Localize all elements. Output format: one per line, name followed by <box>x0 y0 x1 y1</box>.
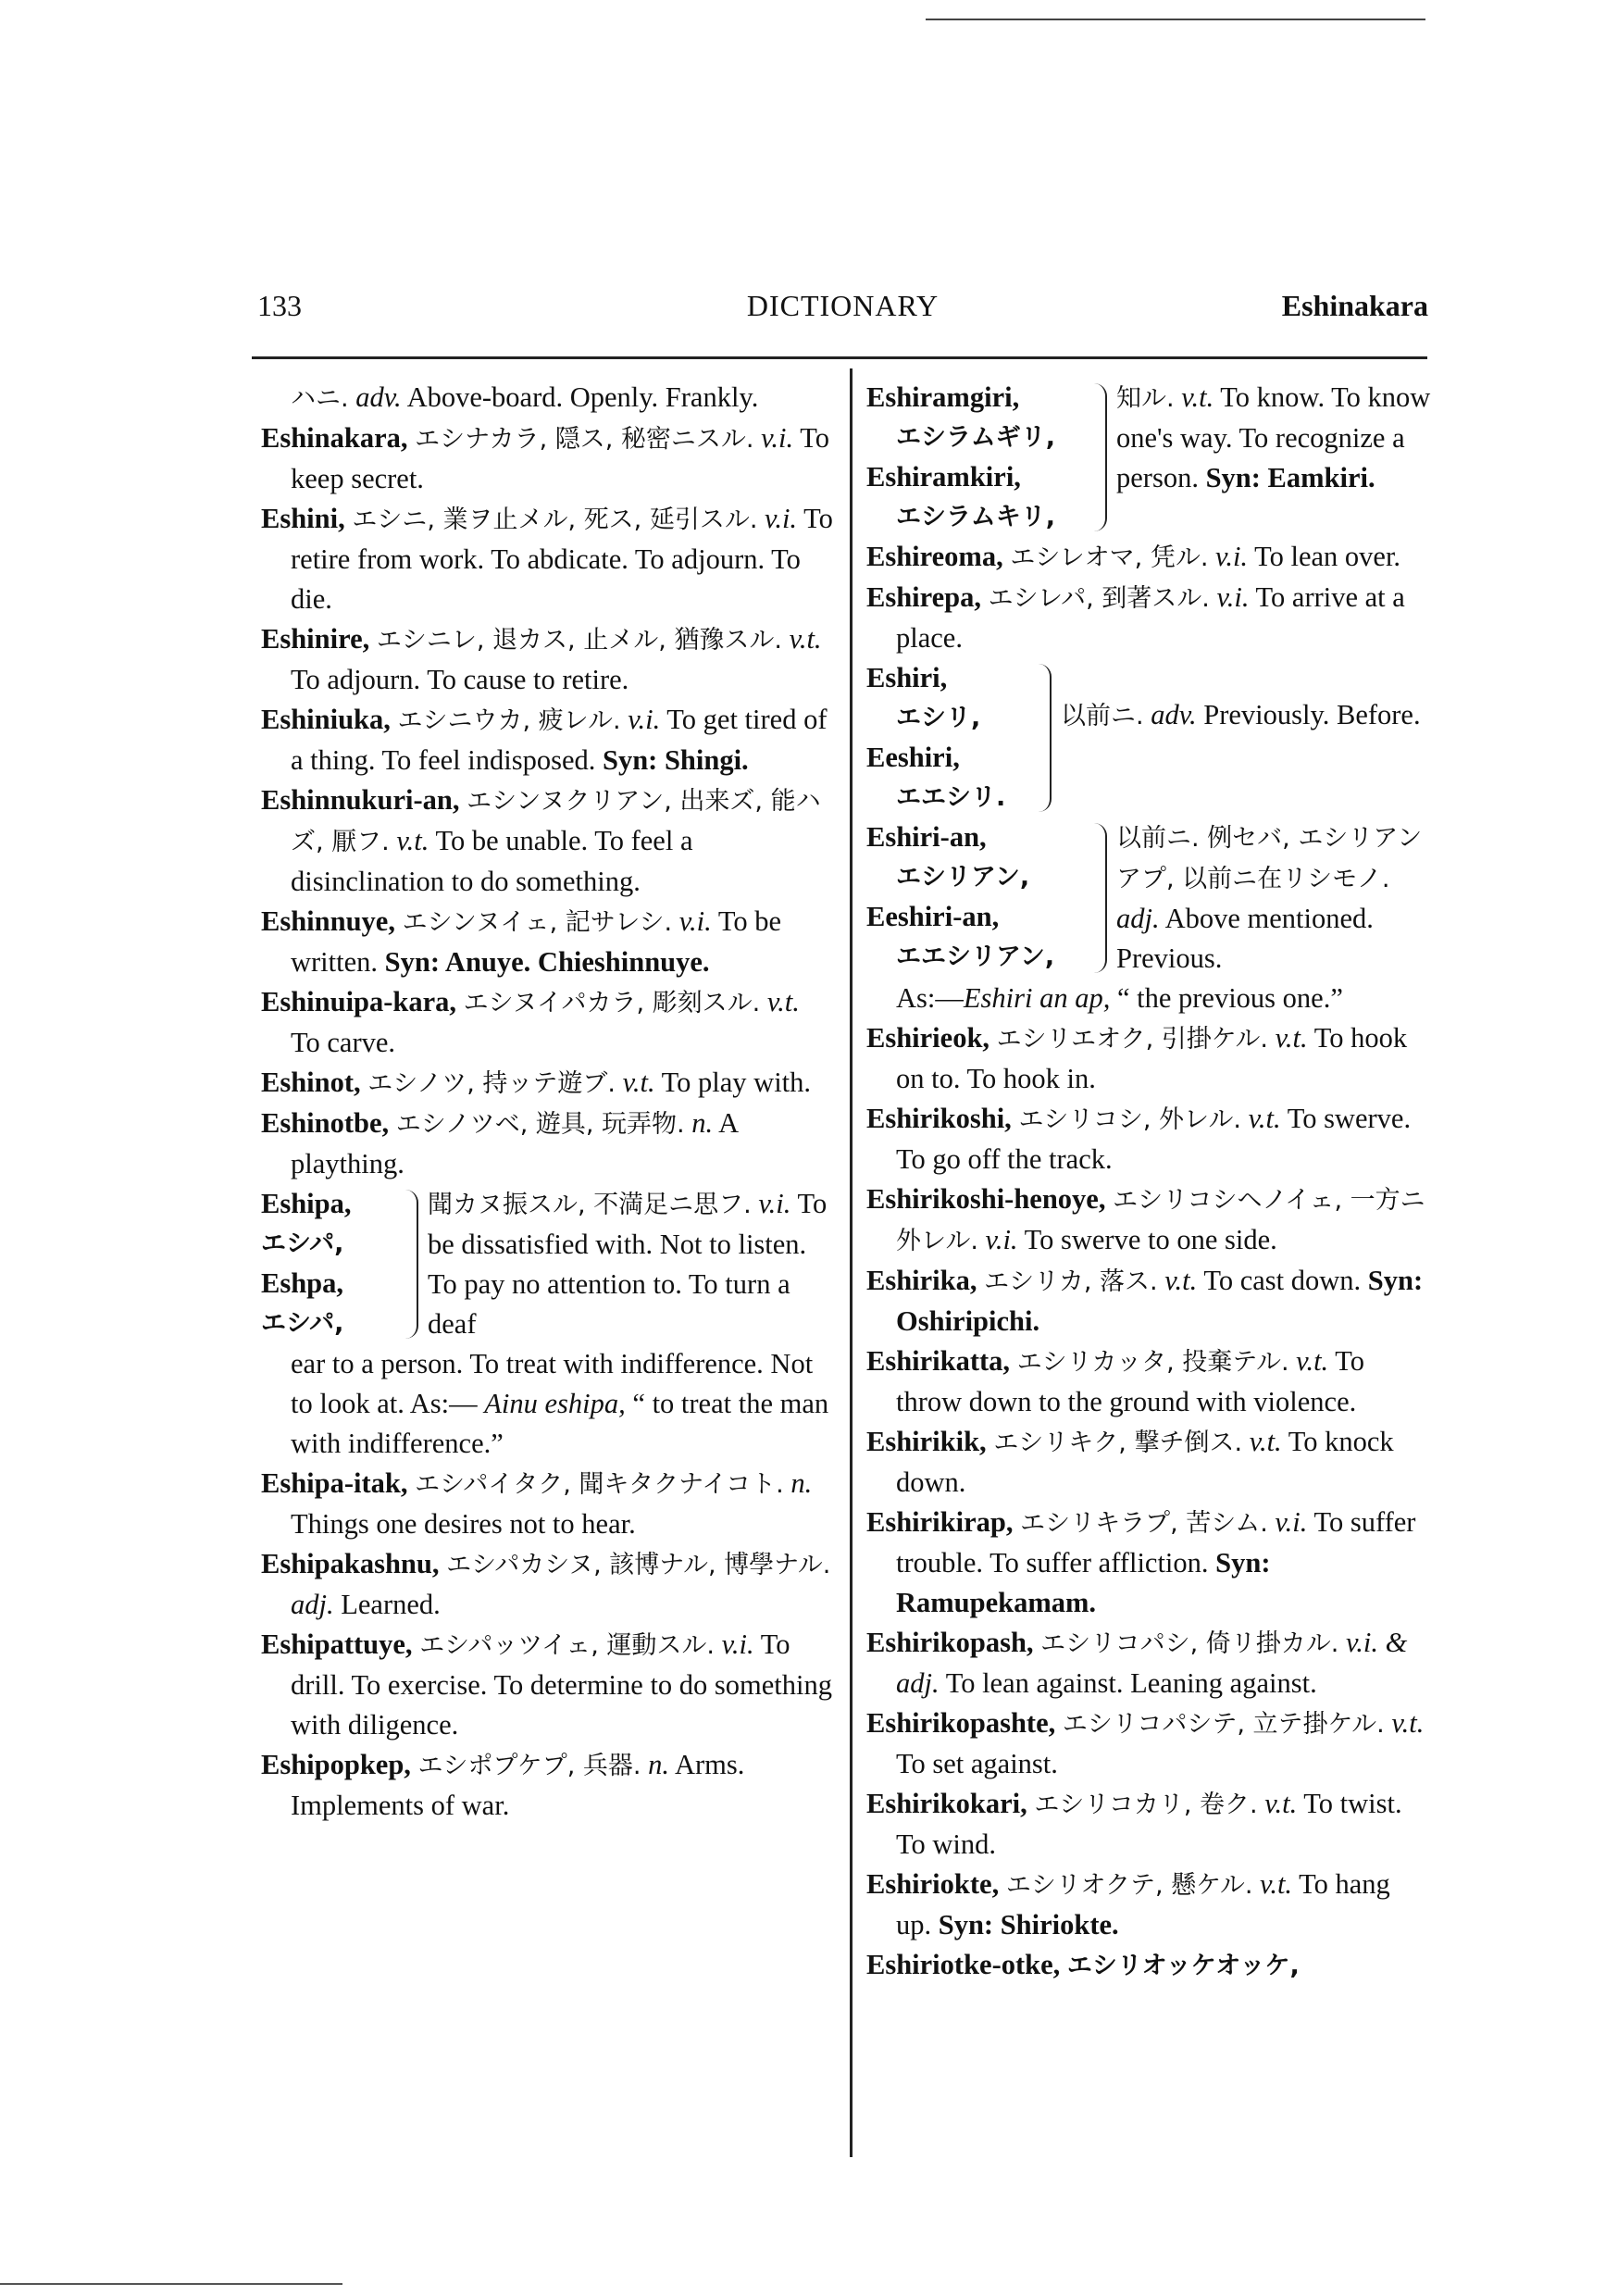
headword: Eshiramkiri, <box>866 461 1021 493</box>
running-title: DICTIONARY <box>746 289 940 322</box>
entry-continuation: ハニ. adv. Above-board. Openly. Frankly. <box>291 381 759 413</box>
headword: Eshinuipa-kara, <box>261 986 457 1017</box>
entry-eshipattuye: Eshipattuye, エシパッツイェ, 運動スル. v.i. To drill. To exercise. To determine to do something with diligence. <box>261 1628 832 1741</box>
page-number: 133 <box>257 289 302 322</box>
brace <box>1089 823 1107 973</box>
headword: Eeshiri, <box>866 742 960 773</box>
right-column <box>866 378 1431 1986</box>
headword: Eshinot, <box>261 1067 361 1098</box>
entry-eshirikopash: Eshirikopash, エシリコパシ, 倚リ掛カル. v.i. & adj. To lean against. Leaning against. <box>866 1627 1408 1699</box>
entry-eshipa-group: Eshipa, エシパ, Eshpa, エシパ, 聞カヌ振スル, 不満足ニ思フ. v.i. To be dissatisfied with. Not to listen. To pay no attention to. To turn a deaf <box>261 1184 835 1344</box>
headword: Eshinire, <box>261 623 370 655</box>
entry-eshiriokte: Eshiriokte, エシリオクテ, 懸ケル. v.t. To hang up. Syn: Shiriokte. <box>866 1868 1390 1940</box>
brace <box>1033 664 1052 812</box>
headword: Eshinnuye, <box>261 905 395 937</box>
headword: Eshirepa, <box>866 581 982 613</box>
entry-eshinotbe: Eshinotbe, エシノツベ, 遊具, 玩弄物. n. A plaything. <box>261 1107 738 1179</box>
headword: Eshinotbe, <box>261 1107 390 1139</box>
synonym: Syn: Oshiripichi. <box>896 1265 1424 1337</box>
entry-eshipa-continued: ear to a person. To treat with indifference. Not to look at. As:— Ainu eshipa, “ to treat the man with indifference.” <box>291 1348 829 1459</box>
synonym: Syn: Shiriokte. <box>938 1909 1119 1940</box>
entry-eshiriotke-otke: Eshiriotke-otke, エシリオッケオッケ, <box>866 1949 1300 1980</box>
headword: Eshiri, <box>866 662 948 693</box>
entry-eshirikirap: Eshirikirap, エシリキラプ, 苦シム. v.i. To suffer trouble. To suffer affliction. Syn: Ramupekamam. <box>866 1506 1416 1618</box>
headword: Eshirikik, <box>866 1426 987 1457</box>
entry-eshinuipa-kara: Eshinuipa-kara, エシヌイパカラ, 彫刻スル. v.t. To carve. <box>261 986 800 1058</box>
entry-eshinot: Eshinot, エシノツ, 持ッテ遊ブ. v.t. To play with. <box>261 1067 812 1098</box>
entry-eshiri-an-continued: As:—Eshiri an ap, “ the previous one.” <box>896 982 1343 1014</box>
synonym: Syn: Eamkiri. <box>1205 462 1375 493</box>
entry-eshirikoshi: Eshirikoshi, エシリコシ, 外レル. v.t. To swerve. To go off the track. <box>866 1103 1412 1175</box>
synonym: Syn: Ramupekamam. <box>896 1547 1271 1618</box>
headword: Eshini, <box>261 503 345 534</box>
header-rule <box>252 356 1427 359</box>
brace <box>400 1190 418 1339</box>
entry-eshiri-group: Eshiri, エシリ, Eeshiri, エエシリ. 以前ニ. adv. Previously. Before. <box>866 658 1431 817</box>
headword: Eshipa, <box>261 1188 352 1219</box>
entry-eshinakara: Eshinakara, エシナカラ, 隠ス, 秘密ニスル. v.i. To keep secret. <box>261 422 829 494</box>
brace <box>1089 383 1107 531</box>
headword: Eshirikirap, <box>866 1506 1014 1538</box>
column-divider <box>850 368 853 2157</box>
headword: Eshirikoshi-henoye, <box>866 1183 1106 1215</box>
entry-eshipa-itak: Eshipa-itak, エシパイタク, 聞キタクナイコト. n. Things one desires not to hear. <box>261 1467 813 1540</box>
entry-eshirepa: Eshirepa, エシレパ, 到著スル. v.i. To arrive at a place. <box>866 581 1405 654</box>
headword: Eshiramgiri, <box>866 381 1020 413</box>
entry-eshini: Eshini, エシニ, 業ヲ止メル, 死ス, 延引スル. v.i. To retire from work. To abdicate. To adjourn. To die. <box>261 503 833 615</box>
entry-eshirikopashte: Eshirikopashte, エシリコパシテ, 立テ掛ケル. v.t. To set against. <box>866 1707 1425 1779</box>
entry-eshirikatta: Eshirikatta, エシリカッタ, 投棄テル. v.t. To throw down to the ground with violence. <box>866 1345 1365 1417</box>
entry-eshiniuka: Eshiniuka, エシニウカ, 疲レル. v.i. To get tired of a thing. To feel indisposed. Syn: Shingi. <box>261 704 828 776</box>
synonym: Syn: Shingi. <box>603 744 749 776</box>
headword: Eshiniuka, <box>261 704 391 735</box>
entry-eshirikokari: Eshirikokari, エシリコカリ, 卷ク. v.t. To twist. To wind. <box>866 1788 1402 1860</box>
left-column <box>261 378 835 1826</box>
entry-eshireoma: Eshireoma, エシレオマ, 凭ル. v.i. To lean over. <box>866 541 1401 572</box>
entry-eshirikik: Eshirikik, エシリキク, 撃チ倒ス. v.t. To knock down. <box>866 1426 1394 1498</box>
headword: Eeshiri-an, <box>866 901 1000 932</box>
headword: Eshiri-an, <box>866 821 987 853</box>
synonym: Syn: Anuye. Chieshinnuye. <box>384 946 710 978</box>
headword: Eshirikokari, <box>866 1788 1027 1819</box>
entry-eshinire: Eshinire, エシニレ, 退カス, 止メル, 猶豫スル. v.t. To adjourn. To cause to retire. <box>261 623 822 695</box>
headword: Eshirikopashte, <box>866 1707 1056 1739</box>
headword: Eshipakashnu, <box>261 1548 440 1579</box>
page-header <box>257 289 1428 333</box>
entry-eshipopkep: Eshipopkep, エシポプケプ, 兵器. n. Arms. Implements of war. <box>261 1749 745 1821</box>
top-rule <box>926 19 1425 20</box>
headword: Eshiriotke-otke, <box>866 1949 1061 1980</box>
entry-eshipakashnu: Eshipakashnu, エシパカシヌ, 該博ナル, 博學ナル. adj. Learned. <box>261 1548 831 1620</box>
headword: Eshipattuye, <box>261 1628 413 1660</box>
headword: Eshirikoshi, <box>866 1103 1012 1134</box>
headword: Eshirikopash, <box>866 1627 1034 1658</box>
entry-eshiri-an-group: Eshiri-an, エシリアン, Eeshiri-an, エエシリアン, 以前ニ. 例セバ, エシリアンアプ, 以前ニ在リシモノ. adj. Above mentioned. Previous. <box>866 817 1431 979</box>
headword: Eshirikatta, <box>866 1345 1011 1377</box>
headword: Eshinakara, <box>261 422 408 454</box>
bottom-rule <box>0 2283 342 2285</box>
entry-eshinnukuri-an: Eshinnukuri-an, エシンヌクリアン, 出来ズ, 能ハズ, 厭フ. v.t. To be unable. To feel a disinclination to do something. <box>261 784 821 897</box>
headword: Eshireoma, <box>866 541 1003 572</box>
entry-eshirika: Eshirika, エシリカ, 落ス. v.t. To cast down. Syn: Oshiripichi. <box>866 1265 1424 1337</box>
entry-eshirieok: Eshirieok, エシリエオク, 引掛ケル. v.t. To hook on to. To hook in. <box>866 1022 1408 1094</box>
guide-word: Eshinakara <box>1281 289 1428 322</box>
headword: Eshirika, <box>866 1265 977 1296</box>
headword: Eshipa-itak, <box>261 1467 408 1499</box>
headword: Eshipopkep, <box>261 1749 411 1780</box>
headword: Eshpa, <box>261 1267 344 1299</box>
entry-eshiramgiri-group: Eshiramgiri, エシラムギリ, Eshiramkiri, エシラムキリ, 知ル. v.t. To know. To know one's way. To recognize a person. Syn: Eamkiri. <box>866 378 1431 537</box>
headword: Eshinnukuri-an, <box>261 784 460 816</box>
headword: Eshiriokte, <box>866 1868 1000 1900</box>
entry-eshinnuye: Eshinnuye, エシンヌイェ, 記サレシ. v.i. To be written. Syn: Anuye. Chieshinnuye. <box>261 905 782 978</box>
headword: Eshirieok, <box>866 1022 990 1054</box>
entry-eshirikoshi-henoye: Eshirikoshi-henoye, エシリコシヘノイェ, 一方ニ外レル. v.i. To swerve to one side. <box>866 1183 1425 1255</box>
